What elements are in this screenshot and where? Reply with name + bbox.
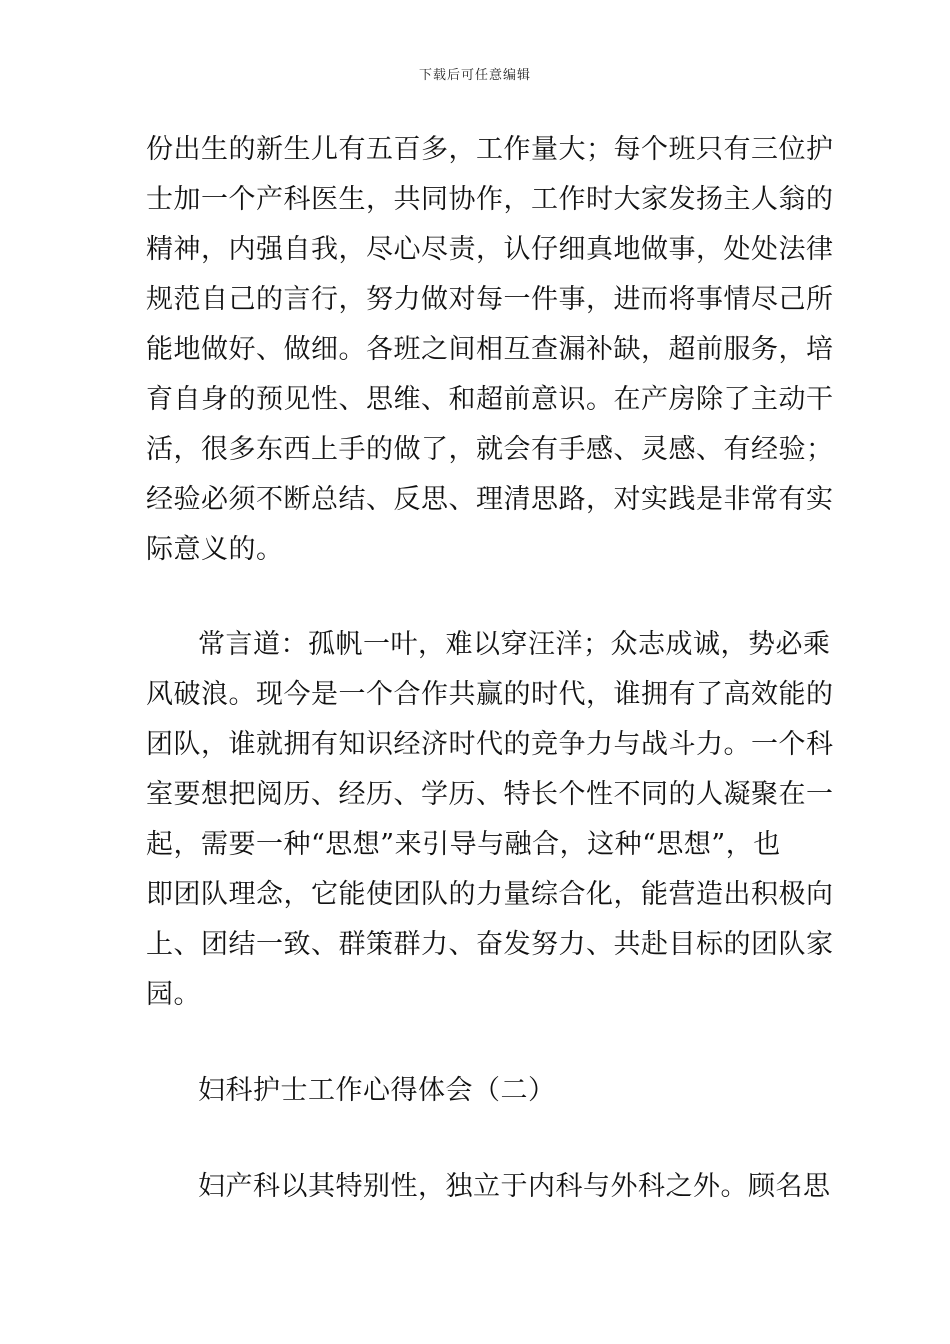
paragraph-1-line-1: 份出生的新生儿有五百多，工作量大；每个班只有三位护 (146, 134, 834, 165)
paragraph-2-line-8: 园。 (146, 979, 201, 1010)
page-header: 下载后可任意编辑 (418, 68, 531, 83)
paragraph-1-line-7: 活，很多东西上手的做了，就会有手感、灵感、有经验； (146, 434, 834, 465)
paragraph-2-line-2: 风破浪。现今是一个合作共赢的时代，谁拥有了高效能的 (146, 679, 834, 710)
paragraph-1-line-5: 能地做好、做细。各班之间相互查漏补缺，超前服务，培 (146, 334, 834, 365)
paragraph-2-line-3: 团队，谁就拥有知识经济时代的竞争力与战斗力。一个科 (146, 729, 834, 760)
paragraph-2-line-1: 常言道：孤帆一叶，难以穿汪洋；众志成诚，势必乘 (198, 629, 831, 660)
paragraph-2-line-7: 上、团结一致、群策群力、奋发努力、共赴目标的团队家 (146, 929, 834, 960)
paragraph-1-line-8: 经验必须不断总结、反思、理清思路，对实践是非常有实 (146, 484, 834, 515)
paragraph-3-line-1: 妇产科以其特别性，独立于内科与外科之外。顾名思 (198, 1171, 831, 1202)
paragraph-1-line-9: 际意义的。 (146, 534, 284, 565)
paragraph-1-line-3: 精神，内强自我，尽心尽责，认仔细真地做事，处处法律 (146, 234, 834, 265)
paragraph-1-line-6: 育自身的预见性、思维、和超前意识。在产房除了主动干 (146, 384, 834, 415)
paragraph-2-line-6: 即团队理念，它能使团队的力量综合化，能营造出积极向 (146, 879, 834, 910)
paragraph-2-line-5: 起，需要一种“思想”来引导与融合，这种“思想”，也 (146, 829, 781, 860)
section-heading: 妇科护士工作心得体会（二） (198, 1075, 556, 1106)
paragraph-1-line-4: 规范自己的言行，努力做对每一件事，进而将事情尽己所 (146, 284, 834, 315)
paragraph-2-line-4: 室要想把阅历、经历、学历、特长个性不同的人凝聚在一 (146, 779, 834, 810)
paragraph-1-line-2: 士加一个产科医生，共同协作，工作时大家发扬主人翁的 (146, 184, 834, 215)
